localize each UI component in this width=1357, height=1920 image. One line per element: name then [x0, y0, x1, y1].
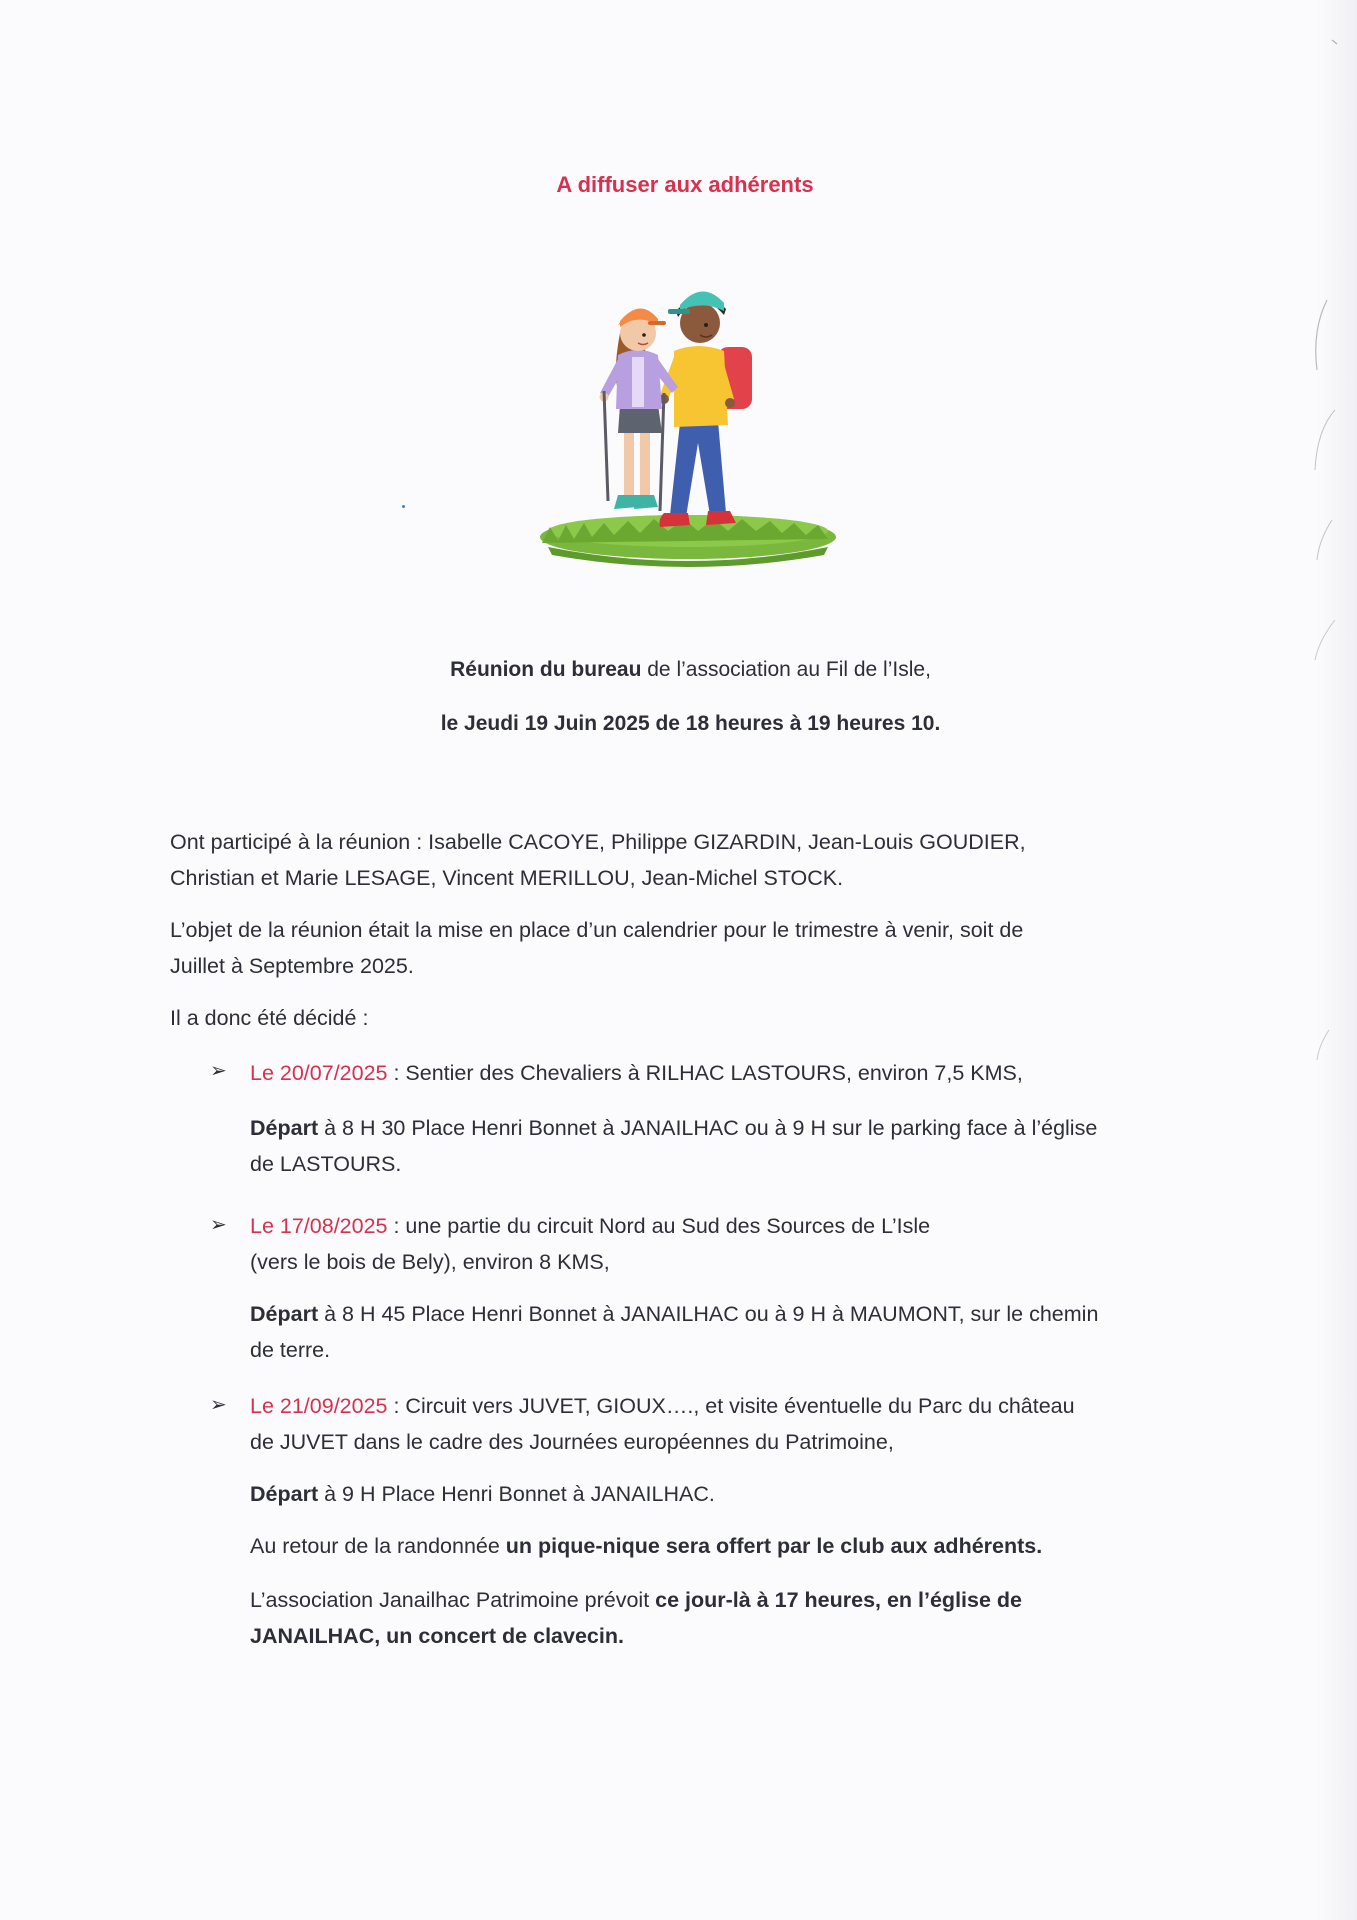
- picnic-note-text: Au retour de la randonnée: [250, 1534, 506, 1558]
- hikers-illustration-icon: [528, 275, 844, 575]
- item-2-depart: [250, 1296, 1098, 1332]
- concert-note-line-2: [250, 1618, 624, 1654]
- item-3-depart-label: Départ: [250, 1482, 319, 1506]
- item-1-date: Le 20/07/2025: [250, 1061, 388, 1085]
- item-3-depart-text: à 9 H Place Henri Bonnet à JANAILHAC.: [318, 1482, 715, 1506]
- item-1-depart-line-2: de LASTOURS.: [250, 1152, 402, 1176]
- notice-heading: A diffuser aux adhérents: [556, 172, 814, 197]
- concert-note-text: L’association Janailhac Patrimoine prévoit: [250, 1588, 656, 1612]
- object-line-2: Juillet à Septembre 2025.: [170, 954, 414, 978]
- meeting-title-rest: de l’association au Fil de l’Isle,: [641, 658, 931, 681]
- item-2-desc-text: : une partie du circuit Nord au Sud des Sources de L’Isle: [387, 1214, 931, 1238]
- item-1-depart-text: à 8 H 30 Place Henri Bonnet à JANAILHAC ou à 9 H sur le parking face à l’église: [318, 1116, 1098, 1140]
- item-1-depart: [250, 1110, 1097, 1146]
- arrow-bullet-icon: ➢: [210, 1214, 227, 1236]
- item-2-depart-text: à 8 H 45 Place Henri Bonnet à JANAILHAC ou à 9 H à MAUMONT, sur le chemin: [318, 1302, 1099, 1326]
- item-3-desc-line-2: de JUVET dans le cadre des Journées européennes du Patrimoine,: [250, 1430, 894, 1454]
- concert-note-bold: ce jour-là à 17 heures, en l’église de: [655, 1588, 1022, 1612]
- item-1-depart-label: Départ: [250, 1116, 319, 1140]
- arrow-bullet-icon: ➢: [210, 1394, 227, 1416]
- item-2-date: Le 17/08/2025: [250, 1214, 388, 1238]
- item-2-desc: [250, 1208, 930, 1244]
- concert-note-bold-line-2: JANAILHAC, un concert de clavecin.: [250, 1624, 624, 1648]
- meeting-date-text: le Jeudi 19 Juin 2025 de 18 heures à 19 heures 10.: [440, 712, 941, 735]
- meeting-date: [0, 712, 1357, 736]
- participants-line-1: Ont participé à la réunion : Isabelle CACOYE, Philippe GIZARDIN, Jean-Louis GOUDIER,: [170, 830, 1026, 854]
- item-1-desc-text: : Sentier des Chevaliers à RILHAC LASTOURS, environ 7,5 KMS,: [387, 1061, 1023, 1085]
- picnic-note: [250, 1528, 1042, 1564]
- item-3-desc-text: : Circuit vers JUVET, GIOUX…., et visite éventuelle du Parc du château: [387, 1394, 1075, 1418]
- meeting-title: [0, 658, 1357, 682]
- concert-note: [250, 1582, 1022, 1618]
- item-2-depart-line-2: de terre.: [250, 1338, 331, 1362]
- picnic-note-bold: un pique-nique sera offert par le club aux adhérents.: [505, 1534, 1043, 1558]
- item-1-desc: [250, 1055, 1023, 1091]
- participants-line-2: Christian et Marie LESAGE, Vincent MERILLOU, Jean-Michel STOCK.: [170, 866, 844, 890]
- arrow-bullet-icon: ➢: [210, 1060, 227, 1082]
- scan-speck: [402, 505, 405, 508]
- item-3-date: Le 21/09/2025: [250, 1394, 388, 1418]
- meeting-title-bold: Réunion du bureau: [450, 658, 642, 681]
- item-2-desc-line-2: (vers le bois de Bely), environ 8 KMS,: [250, 1250, 610, 1274]
- object-line-1: L’objet de la réunion était la mise en place d’un calendrier pour le trimestre à venir, soit de: [170, 918, 1024, 942]
- decided-text: Il a donc été décidé :: [170, 1006, 369, 1030]
- item-3-desc: [250, 1388, 1075, 1424]
- item-2-depart-label: Départ: [250, 1302, 319, 1326]
- item-3-depart: [250, 1476, 715, 1512]
- scan-marks: [1257, 0, 1347, 1920]
